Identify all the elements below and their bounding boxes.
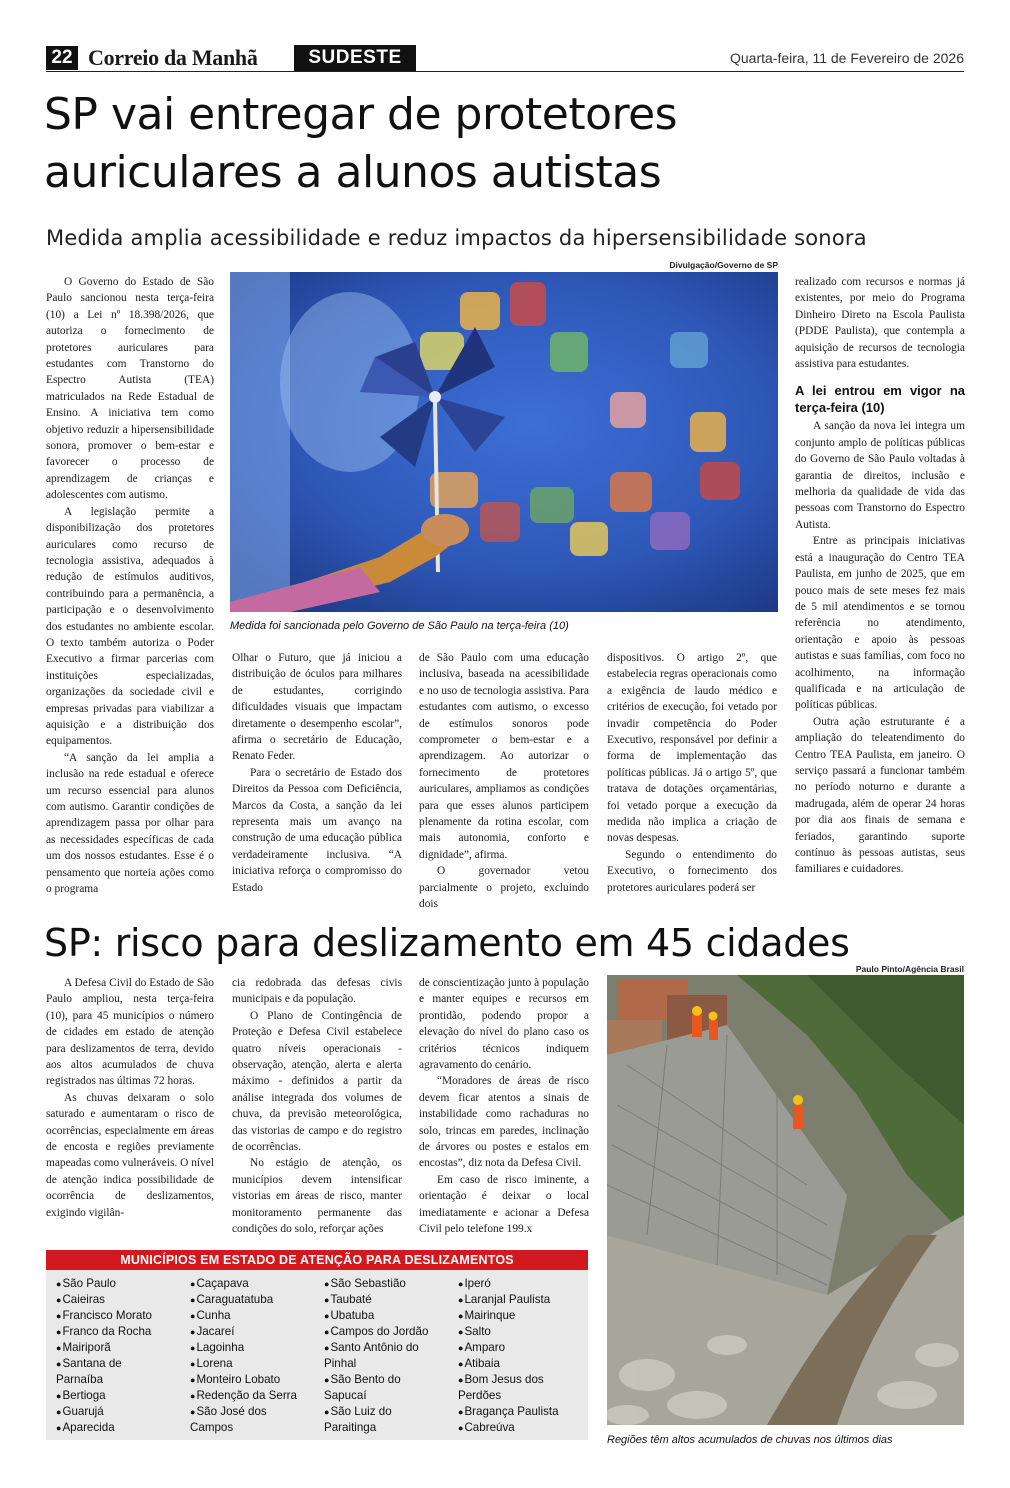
municipios-column-3 (324, 1276, 448, 1436)
list-item: ● Aparecida (56, 1420, 180, 1436)
list-item: ● Lorena (190, 1356, 314, 1372)
paragraph: Outra ação estruturante é a ampliação do teleatendimento do Centro TEA Paulista, em janeiro. O serviço passará a funcionar também no período noturno e durante a madrugada, além de operar 24 horas por dia aos finais de semana e feriados, garantindo suporte contínuo às pessoas autistas, seus familiares e cuidadores. (795, 715, 965, 876)
paragraph: A Defesa Civil do Estado de São Paulo ampliou, nesta terça-feira (10), para 45 municípios o número de cidades em estado de atenção para deslizamentos de terra, devido aos altos acumulados de chuva registrados nas últimas 72 horas. (46, 977, 214, 1088)
paragraph: A legislação permite a disponibilização dos protetores auriculares como recurso de tecnologia assistiva, adequados à redução de estímulos auditivos, contribuindo para a permanência, a participação e o desenvolvimento dos estudantes no ambiente escolar. O texto também autoriza o Poder Executivo a firmar parcerias com instituições especializadas, organizações da sociedade civil e empresas privadas para viabilizar a aquisição e a distribuição dos equipamentos. (46, 505, 214, 748)
section-label: SUDESTE (294, 45, 416, 71)
newspaper-brand: Correio da Manhã (88, 45, 258, 70)
article1-headline (44, 86, 974, 202)
article1-subtitle: Medida amplia acessibilidade e reduz impactos da hipersensibilidade sonora (46, 226, 867, 250)
list-item: ● Laranjal Paulista (458, 1292, 586, 1308)
paragraph: Para o secretário de Estado dos Direitos da Pessoa com Deficiência, Marcos da Costa, a sanção da lei representa mais um avanço na construção de uma educação pública verdadeiramente inclusiva. “A iniciativa reforça o compromisso do Estado (232, 766, 402, 894)
paragraph: de conscientização junto à população e manter equipes e recursos em prontidão, podendo propor a elevação do nível do plano caso os critérios técnicos indiquem agravamento do cenário. (419, 977, 589, 1072)
article1-col3 (419, 650, 589, 913)
list-item: ● Campos do Jordão (324, 1324, 448, 1340)
intertitle: A lei entrou em vigor na terça-feira (10) (795, 383, 965, 416)
list-item: ● Caraguatatuba (190, 1292, 314, 1308)
list-item: ● Salto (458, 1324, 586, 1340)
paragraph: Entre as principais iniciativas está a inauguração do Centro TEA Paulista, em junho de 2025, que em pouco mais de sete meses fez mais de 5 mil atendimentos e se tornou referência no atendimento, orientação e apoio às pessoas autistas e suas famílias, com foco no acolhimento, na informação qualificada e na articulação de políticas públicas. (795, 535, 965, 712)
list-item: ● Atibaia (458, 1356, 586, 1372)
list-item: ● Amparo (458, 1340, 586, 1356)
paragraph: cia redobrada das defesas civis municipais e da população. (232, 977, 402, 1006)
list-item: ● Santo Antônio do Pinhal (324, 1340, 442, 1372)
article2-col2 (232, 975, 402, 1238)
list-item: ● São José dos Campos (190, 1404, 280, 1436)
paragraph: Segundo o entendimento do Executivo, o fornecimento dos protetores auriculares poderá ser (607, 848, 777, 894)
paragraph: de São Paulo com uma educação inclusiva, baseada na acessibilidade e no uso de tecnologia assistiva. Para estudantes com autismo, o excesso de estímulos sonoros pode comprometer o bem-estar e a aprendizagem. Ao autorizar o fornecimento de protetores auriculares, ampliamos as condições para que esses alunos participem plenamente da rotina escolar, com mais autonomia, conforto e dignidade”, afirma. (419, 652, 589, 861)
municipios-box (46, 1270, 588, 1440)
photo2-caption: Regiões têm altos acumulados de chuvas nos últimos dias (607, 1434, 893, 1446)
list-item: ● Lagoinha (190, 1340, 314, 1356)
paragraph: O governador vetou parcialmente o projeto, excluindo dois (419, 865, 589, 911)
photo1-credit: Divulgação/Governo de SP (669, 260, 778, 270)
paragraph: realizado com recursos e normas já existentes, por meio do Programa Dinheiro Direto na Escola Paulista (PDDE Paulista), que contempla a aquisição de recursos de tecnologia assistiva para estudantes. (795, 276, 965, 371)
article2-col3 (419, 975, 589, 1238)
paragraph: “A sanção da lei amplia a inclusão na rede estadual e oferece um recurso essencial para alunos com autismo. Garantir condições de aprendizagem passa por olhar para as necessidades específicas de cada um dos nossos estudantes. Esse é o pensamento que norteia ações como o programa (46, 751, 214, 896)
paragraph: Em caso de risco iminente, a orientação é deixar o local imediatamente e acionar a Defesa Civil pelo telefone 199.x (419, 1173, 589, 1236)
municipios-column-2 (190, 1276, 314, 1436)
list-item: ● Cunha (190, 1308, 314, 1324)
headline-line2: auriculares a alunos autistas (44, 147, 662, 198)
list-item: ● Jacareí (190, 1324, 314, 1340)
article1-col2 (232, 650, 402, 896)
list-item: ● São Sebastião (324, 1276, 448, 1292)
list-item: ● Bom Jesus dos Perdões (458, 1372, 558, 1404)
list-item: ● Redenção da Serra (190, 1388, 314, 1404)
photo2-credit: Paulo Pinto/Agência Brasil (855, 964, 964, 974)
list-item: ● Mairinque (458, 1308, 586, 1324)
issue-date: Quarta-feira, 11 de Fevereiro de 2026 (730, 50, 964, 66)
headline-line1: SP vai entregar de protetores (44, 89, 678, 140)
list-item: ● Guarujá (56, 1404, 180, 1420)
list-item: ● Iperó (458, 1276, 586, 1292)
list-item: ● Ubatuba (324, 1308, 448, 1324)
list-item: ● Caieiras (56, 1292, 180, 1308)
list-item: ● Francisco Morato (56, 1308, 180, 1324)
paragraph: “Moradores de áreas de risco devem ficar atentos a sinais de instabilidade como rachaduras no solo, trincas em paredes, inclinação de árvores ou postes e estalos em encostas”, diz nota da Defesa Civil. (419, 1075, 589, 1170)
article1-col4 (607, 650, 777, 896)
page-number: 22 (46, 46, 78, 70)
paragraph: dispositivos. O artigo 2º, que estabelecia regras operacionais como a exigência de laudo médico e critérios de execução, foi vetado por invadir competência do Poder Executivo, responsável por definir a forma de implementação das políticas públicas. Já o artigo 5º, que tratava de dotações orçamentárias, foi vetado porque a execução da medida não implica a criação de novas despesas. (607, 652, 777, 845)
list-item: ● São Luiz do Paraitinga (324, 1404, 414, 1436)
article2-headline: SP: risco para deslizamento em 45 cidades (44, 921, 850, 965)
list-item: ● Santana de Parnaíba (56, 1356, 146, 1388)
list-item: ● São Bento do Sapucaí (324, 1372, 424, 1404)
paragraph: A sanção da nova lei integra um conjunto amplo de políticas públicas do Governo de São Paulo voltadas à garantia de direitos, inclusão e melhoria da qualidade de vida das pessoas com Transtorno do Espectro Autista. (795, 420, 965, 531)
article1-col1 (46, 274, 214, 897)
list-item: ● São Paulo (56, 1276, 180, 1292)
municipios-box-title: MUNICÍPIOS EM ESTADO DE ATENÇÃO PARA DESLIZAMENTOS (46, 1250, 588, 1270)
list-item: ● Taubaté (324, 1292, 448, 1308)
list-item: ● Monteiro Lobato (190, 1372, 314, 1388)
photo1-caption: Medida foi sancionada pelo Governo de São Paulo na terça-feira (10) (230, 620, 569, 632)
header-rule (46, 71, 964, 72)
photo-pinwheel (230, 272, 778, 612)
list-item: ● Franco da Rocha (56, 1324, 180, 1340)
list-item: ● Cabreúva (458, 1420, 586, 1436)
list-item: ● Mairiporã (56, 1340, 180, 1356)
paragraph: No estágio de atenção, os municípios devem intensificar vistorias em áreas de risco, manter monitoramento permanente das condições do solo, reforçar ações (232, 1157, 402, 1236)
paragraph: Olhar o Futuro, que já iniciou a distribuição de óculos para milhares de estudantes, corrigindo dificuldades visuais que impactam diretamente o desempenho escolar”, afirma o secretário de Educação, Renato Feder. (232, 652, 402, 763)
photo-landslide (607, 975, 964, 1425)
article2-col1 (46, 975, 214, 1221)
paragraph: As chuvas deixaram o solo saturado e aumentaram o risco de ocorrências, especialmente em áreas de encosta e regiões previamente mapeadas como vulneráveis. O nível de atenção indica possibilidade de ocorrência de deslizamentos, exigindo vigilân- (46, 1091, 214, 1219)
list-item: ● Bertioga (56, 1388, 180, 1404)
paragraph: O Governo do Estado de São Paulo sancionou nesta terça-feira (10) a Lei nº 18.398/2026, que autoriza o fornecimento de protetores auriculares para estudantes com Transtorno do Espectro Autista (TEA) matriculados na Rede Estadual de Ensino. A iniciativa tem como objetivo reduzir a hipersensibilidade sonora, promover o bem-estar e favorecer o processo de aprendizagem de crianças e adolescentes com autismo. (46, 276, 214, 502)
paragraph: O Plano de Contingência de Proteção e Defesa Civil estabelece quatro níveis operacionais - observação, atenção, alerta e alerta máximo - definidos a partir da análise integrada dos volumes de chuva, da previsão meteorológica, das vistorias de campo e do registro de ocorrências. (232, 1009, 402, 1154)
article1-col5 (795, 274, 965, 878)
list-item: ● Caçapava (190, 1276, 314, 1292)
municipios-column-1 (56, 1276, 180, 1436)
municipios-column-4 (458, 1276, 586, 1436)
list-item: ● Bragança Paulista (458, 1404, 586, 1420)
